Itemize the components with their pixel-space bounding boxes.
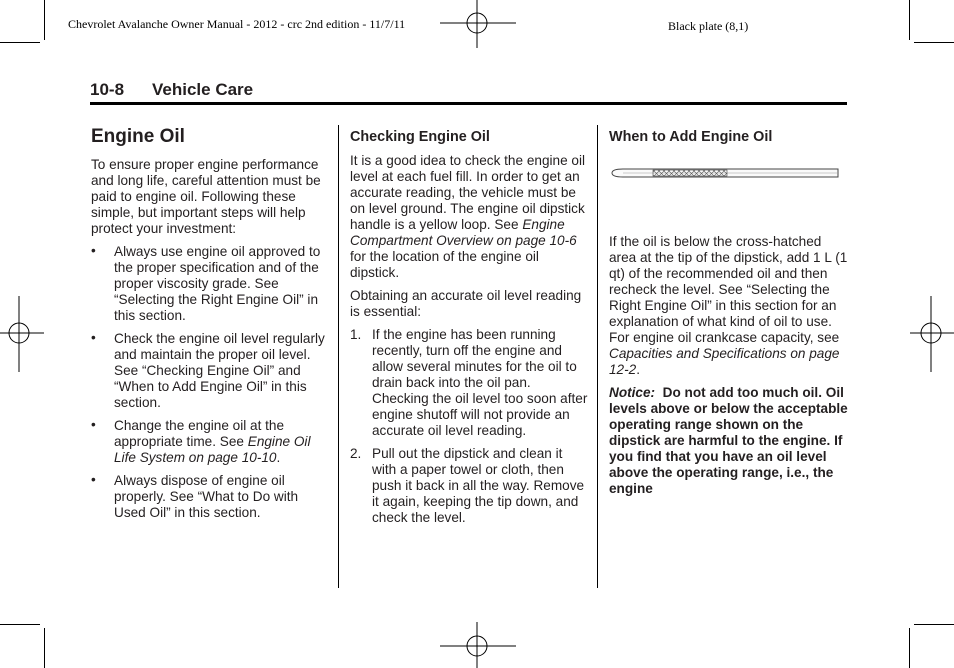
list-item: • Always use engine oil approved to the proper specification and of the proper viscosity grade. See “Selecting the Right Engine Oil” in this section. [91, 243, 321, 323]
list-item: • Always dispose of engine oil properly. See “What to Do with Used Oil” in this section. [91, 472, 299, 520]
bullet: • [91, 417, 96, 432]
plate-label: Black plate (8,1) [668, 19, 749, 33]
list-item: • Change the engine oil at the appropriate time. See Engine Oil Life System on page 10-10. [91, 417, 311, 465]
registration-mark-left [0, 296, 44, 372]
cross-reference[interactable]: Engine Oil Life System on page 10-10 [114, 434, 311, 465]
cross-reference[interactable]: Engine Compartment Overview on page 10-6 [350, 217, 577, 248]
checking-oil-paragraph: It is a good idea to check the engine oil level at each fuel fill. In order to get an accurate reading, the vehicle must be on level ground. The engine oil dipstick handle is a yellow loop. See Engine Compartment Overview on page 10-6 for the location of the engine oil dipstick. [350, 153, 586, 280]
column-divider-2 [597, 125, 598, 588]
manual-title: Chevrolet Avalanche Owner Manual - 2012 - crc 2nd edition - 11/7/11 [68, 17, 406, 31]
section-title: Vehicle Care [152, 80, 254, 99]
dipstick-illustration [609, 166, 849, 182]
engine-oil-bullets [91, 244, 329, 521]
when-to-add-paragraph: If the oil is below the cross-hatched area at the tip of the dipstick, add 1 L (1 qt) of the recommended oil and then recheck the level. See “Selecting the Right Engine Oil” in this section for an explanation of what kind of oil to use. For engine oil crankcase capacity, see Capacities and Specifications on page 12-2. [609, 234, 848, 377]
list-item: 1. If the engine has been running recently, turn off the engine and allow several minutes for the oil to drain back into the oil pan. Checking the oil level too soon after engine shutoff will not provide an accurate oil level reading. [350, 327, 588, 438]
section-number: 10-8 [90, 80, 125, 99]
list-item: 2. Pull out the dipstick and clean it with a paper towel or cloth, then push it back in all the way. Remove it again, keeping the tip down, and check the level. [350, 446, 585, 525]
checking-oil-steps [350, 327, 588, 526]
column-checking-oil [350, 128, 588, 533]
registration-mark-right [910, 296, 954, 372]
list-item: • Check the engine oil level regularly and maintain the proper oil level. See “Checking Engine Oil” and “When to Add Engine Oil” in this section. [91, 330, 325, 410]
heading-checking-engine-oil: Checking Engine Oil [350, 129, 490, 145]
column-divider-1 [338, 125, 339, 588]
engine-oil-intro: To ensure proper engine performance and long life, careful attention must be paid to engine oil. Following these simple, but important steps will help protect your investment: [91, 157, 321, 236]
heading-engine-oil: Engine Oil [91, 126, 185, 147]
notice-label: Notice: [609, 385, 656, 400]
section-header [90, 80, 253, 100]
registration-mark-top [440, 0, 516, 48]
dipstick-icon [609, 166, 839, 182]
bullet: • [91, 472, 96, 487]
bullet: • [91, 243, 96, 258]
heading-when-to-add-engine-oil: When to Add Engine Oil [609, 129, 773, 145]
bullet: • [91, 330, 96, 345]
cross-reference[interactable]: Capacities and Specifications on page 12-2 [609, 346, 840, 377]
column-when-to-add [609, 128, 849, 504]
accurate-reading-paragraph: Obtaining an accurate oil level reading is essential: [350, 288, 582, 319]
section-rule [90, 102, 847, 105]
column-engine-oil [91, 126, 329, 528]
notice-paragraph: Notice: Do not add too much oil. Oil levels above or below the acceptable operating range shown on the dipstick are harmful to the engine. If you find that you have an oil level above the operating range, i.e., the engine [609, 385, 848, 496]
registration-mark-bottom [440, 622, 516, 668]
